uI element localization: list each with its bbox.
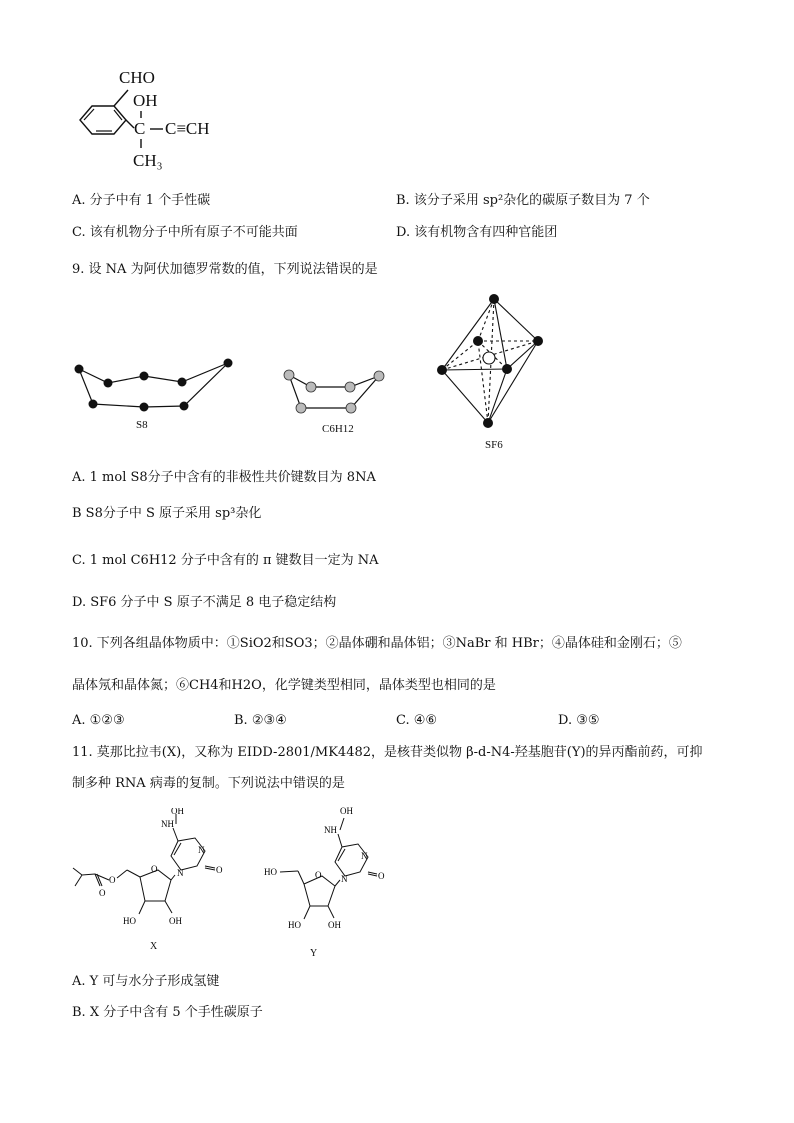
- sf6-label: SF6: [485, 439, 503, 451]
- q9-stem: 9. 设 NA 为阿伏加德罗常数的值，下列说法错误的是: [72, 262, 378, 277]
- q10-option-b[interactable]: B. ②③④: [234, 713, 287, 728]
- s8-figure: [70, 352, 240, 432]
- q8-option-d[interactable]: D. 该有机物含有四种官能团: [396, 225, 558, 240]
- svg-text:N: N: [198, 845, 205, 855]
- c6h12-ring-drawing: [280, 366, 390, 414]
- svg-text:HO: HO: [264, 867, 277, 877]
- q11-option-a[interactable]: A. Y 可与水分子形成氢键: [72, 974, 220, 989]
- q8-option-b[interactable]: B. 该分子采用 sp²杂化的碳原子数目为 7 个: [396, 193, 650, 208]
- alkyne-label: C≡CH: [165, 119, 210, 138]
- q9-option-a[interactable]: A. 1 mol S8分子中含有的非极性共价键数目为 8NA: [72, 470, 376, 485]
- q10-option-a[interactable]: A. ①②③: [72, 713, 125, 728]
- c6h12-label: C6H12: [322, 423, 354, 435]
- svg-text:O: O: [99, 888, 106, 898]
- cho-label: CHO: [119, 68, 155, 87]
- svg-text:O: O: [216, 865, 223, 875]
- sf6-octahedron-drawing: [430, 290, 550, 430]
- q8-structure: [70, 66, 240, 176]
- q10-option-c[interactable]: C. ④⑥: [396, 713, 438, 728]
- q11-stem-line2: 制多种 RNA 病毒的复制。下列说法中错误的是: [72, 776, 345, 791]
- svg-text:OH: OH: [328, 920, 341, 930]
- svg-text:N: N: [341, 874, 348, 884]
- s8-label: S8: [136, 419, 148, 431]
- svg-text:OH: OH: [171, 808, 184, 816]
- c6h12-figure: [280, 366, 390, 436]
- svg-text:NH: NH: [324, 825, 337, 835]
- svg-text:HO: HO: [123, 916, 136, 926]
- carbon-label: C: [134, 119, 146, 138]
- svg-text:OH: OH: [340, 806, 353, 816]
- q9-option-d[interactable]: D. SF6 分子中 S 原子不满足 8 电子稳定结构: [72, 595, 337, 610]
- svg-text:O: O: [315, 870, 322, 880]
- structure-y-label: Y: [310, 948, 318, 959]
- svg-text:O: O: [378, 871, 385, 881]
- svg-text:N: N: [361, 851, 368, 861]
- svg-text:HO: HO: [288, 920, 301, 930]
- svg-text:O: O: [151, 864, 158, 874]
- structure-x-drawing: [65, 808, 240, 938]
- q9-option-b[interactable]: B S8分子中 S 原子采用 sp³杂化: [72, 506, 262, 521]
- svg-text:OH: OH: [169, 916, 182, 926]
- q8-option-a[interactable]: A. 分子中有 1 个手性碳: [72, 193, 211, 208]
- s8-ring-drawing: [70, 352, 240, 412]
- q8-option-c[interactable]: C. 该有机物分子中所有原子不可能共面: [72, 225, 298, 240]
- q10-stem-line2: 晶体氖和晶体氮；⑥CH4和H2O，化学键类型相同，晶体类型也相同的是: [72, 678, 496, 693]
- structure-x-label: X: [150, 941, 158, 952]
- svg-text:NH: NH: [161, 819, 174, 829]
- q11-stem-line1: 11. 莫那比拉韦(X)，又称为 EIDD-2801/MK4482，是核苷类似物 β-d-N4-羟基胞苷(Y)的异丙酯前药，可抑: [72, 745, 703, 760]
- oh-label: OH: [133, 91, 158, 110]
- structure-x-figure: [65, 808, 240, 958]
- q11-option-b[interactable]: B. X 分子中含有 5 个手性碳原子: [72, 1005, 263, 1020]
- structure-y-figure: [260, 800, 390, 965]
- q9-option-c[interactable]: C. 1 mol C6H12 分子中含有的 π 键数目一定为 NA: [72, 553, 379, 568]
- q10-option-d[interactable]: D. ③⑤: [558, 713, 600, 728]
- svg-text:N: N: [177, 868, 184, 878]
- ch3-label: CH₃: [133, 151, 163, 170]
- structure-y-drawing: [260, 800, 390, 940]
- sf6-figure: [430, 290, 550, 455]
- q10-stem-line1: 10. 下列各组晶体物质中：①SiO2和SO3；②晶体硼和晶体铝；③NaBr 和 HBr；④晶体硅和金刚石；⑤: [72, 636, 682, 651]
- svg-text:O: O: [109, 875, 116, 885]
